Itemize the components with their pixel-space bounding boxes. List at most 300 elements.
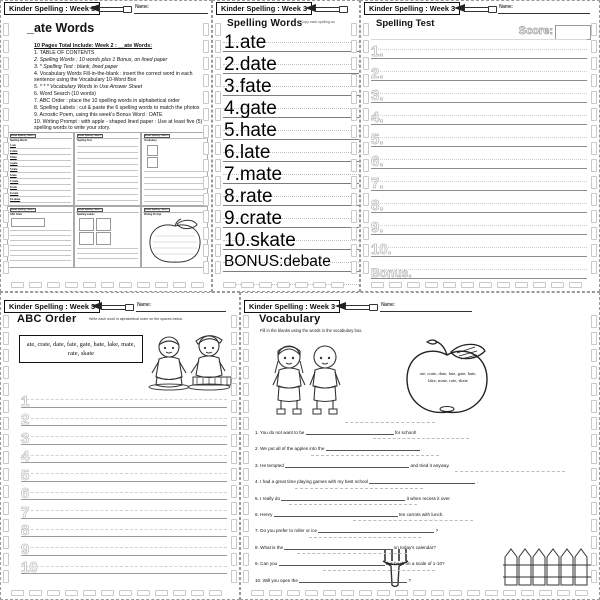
page-edge-tick	[371, 282, 384, 288]
page-edge-tick	[575, 590, 588, 596]
sentence-number: 7.	[255, 528, 259, 534]
word-line[interactable]	[223, 141, 359, 163]
instructions: Copy each spelling wo	[301, 20, 335, 24]
list-item: 3. * Spelling Test : blank, lined paper	[34, 63, 119, 70]
page-edge-tick	[231, 536, 237, 549]
thumbnail-vocabulary[interactable]	[141, 132, 208, 206]
answer-line[interactable]	[21, 447, 227, 466]
answer-blank[interactable]	[279, 559, 385, 566]
line-number: 5.	[371, 131, 384, 148]
test-line-bonus[interactable]	[371, 259, 587, 281]
page-edge-tick	[351, 91, 357, 104]
page-edge-tick	[569, 282, 582, 288]
sentence-row[interactable]	[255, 503, 583, 519]
page-edge-tick	[351, 142, 357, 155]
page-edge-tick	[215, 142, 221, 155]
page-edge-tick	[363, 74, 369, 87]
banner-title: Kinder Spelling : Week 3	[4, 300, 100, 313]
page-edge-tick	[351, 244, 357, 257]
sentence-row[interactable]	[255, 470, 583, 486]
page-edge-tick	[83, 590, 96, 596]
word-line-bonus[interactable]	[223, 251, 359, 273]
page-title: ABC Order	[17, 313, 77, 325]
page-edge-tick	[191, 590, 204, 596]
word-text: 8.rate	[224, 185, 273, 207]
test-line[interactable]	[371, 149, 587, 171]
page-edge-tick	[3, 451, 9, 464]
page-header	[1, 1, 211, 17]
page-edge-tick	[231, 485, 237, 498]
contents-lead: 10 Pages Total Include: Week 2 : __ate Words:	[34, 43, 153, 49]
spelling-word-lines	[223, 31, 359, 292]
sentence-number: 2.	[255, 446, 259, 452]
line-number: 6	[21, 485, 30, 502]
page-edge-tick	[3, 74, 9, 87]
line-number: 4.	[371, 109, 384, 126]
page-edge-tick	[591, 332, 597, 345]
page-edge-tick	[413, 590, 426, 596]
sentence-before: I really do	[260, 495, 281, 501]
page-edge-tick	[203, 210, 209, 223]
line-number: 1.	[371, 43, 384, 60]
word-line[interactable]	[223, 53, 359, 75]
answer-blank[interactable]	[285, 461, 409, 468]
page-edge-tick	[287, 590, 300, 596]
answer-blank[interactable]	[306, 428, 394, 435]
sentence-after: ?	[435, 528, 439, 534]
page-header	[361, 1, 599, 17]
page-edge-tick	[363, 57, 369, 70]
answer-line[interactable]	[21, 465, 227, 484]
page-edge-tick	[479, 282, 492, 288]
sentence-after: it when recess it over.	[406, 495, 451, 501]
page-edge-tick	[351, 108, 357, 121]
page-edge-tick	[137, 590, 150, 596]
page-edge-tick	[591, 536, 597, 549]
page-edge-tick	[389, 282, 402, 288]
page-edge-tick	[3, 519, 9, 532]
word-line[interactable]	[223, 31, 359, 53]
page-edge-tick	[3, 125, 9, 138]
page-edge-tick	[363, 227, 369, 240]
page-edge-tick	[173, 282, 186, 288]
page-edge-tick	[243, 366, 249, 379]
page-edge-tick	[313, 282, 326, 288]
thumbnail-banner: Kinder Spelling : Week 3	[145, 134, 169, 137]
page-edge-tick	[243, 485, 249, 498]
line-number: 10	[21, 559, 38, 576]
page-edge-tick	[351, 125, 357, 138]
word-text: BONUS:debate	[224, 252, 331, 270]
page-edge-tick	[591, 570, 597, 583]
sentence-before: What is the	[260, 544, 284, 550]
answer-blank[interactable]	[326, 444, 423, 452]
page-edge-tick	[203, 23, 209, 36]
answer-line[interactable]	[21, 428, 227, 447]
page-edge-tick	[269, 590, 282, 596]
page-edge-tick	[173, 590, 186, 596]
test-line[interactable]	[371, 215, 587, 237]
page-edge-tick	[331, 282, 344, 288]
spelling-test-lines	[371, 39, 587, 281]
page-edge-tick	[215, 125, 221, 138]
page-thumbnail-grid	[5, 132, 210, 287]
page-edge-tick	[591, 108, 597, 121]
word-line[interactable]	[223, 75, 359, 97]
word-bank-box: ate, crate, date, fate, gate, hate, lake, mate, rate, skate	[19, 335, 143, 363]
name-write-line[interactable]	[136, 311, 226, 312]
contents-list	[34, 43, 206, 132]
line-number: 9.	[371, 219, 384, 236]
page-edge-tick	[363, 23, 369, 36]
apple-word-bank	[397, 339, 497, 417]
sentence-row[interactable]	[255, 437, 583, 453]
page-edge-tick	[3, 434, 9, 447]
page-edge-tick	[83, 282, 96, 288]
page-edge-tick	[203, 176, 209, 189]
page-edge-tick	[591, 485, 597, 498]
sentence-number: 1.	[255, 430, 259, 435]
test-line[interactable]	[371, 39, 587, 61]
page-edge-tick	[3, 108, 9, 121]
sentence-before: You do not want to be	[260, 430, 305, 435]
page-edge-tick	[591, 23, 597, 36]
sentence-number: 6.	[255, 511, 259, 517]
page-edge-tick	[351, 74, 357, 87]
page-edge-tick	[363, 108, 369, 121]
answer-blank[interactable]	[299, 576, 407, 583]
line-number: 7	[21, 503, 30, 521]
worksheet-page-abc-order	[0, 292, 240, 600]
page-edge-tick	[3, 315, 9, 328]
page-edge-tick	[11, 282, 24, 288]
word-bank-text: ate, crate, date, fate, gate, hate, lake, mate, rate, skate	[419, 371, 477, 383]
page-edge-tick	[591, 57, 597, 70]
page-edge-tick	[591, 400, 597, 413]
page-edge-tick	[231, 434, 237, 447]
list-item: 10. Writing Prompt : with apple - shaped lined paper : Use at least five (5) spelling words to write your story.	[34, 118, 203, 131]
page-edge-tick	[591, 434, 597, 447]
line-number: 10.	[371, 241, 392, 258]
name-label: Name:	[137, 302, 151, 308]
thumbnail-spelling-labels[interactable]	[74, 206, 141, 268]
test-line[interactable]	[371, 61, 587, 83]
page-edge-tick	[243, 553, 249, 566]
sentence-before: Do you prefer to roller or ice	[260, 528, 318, 534]
page-edge-tick	[591, 349, 597, 362]
page-edge-tick	[119, 282, 132, 288]
students-clipart	[267, 341, 345, 417]
page-edge-tick	[3, 91, 9, 104]
page-edge-tick	[351, 176, 357, 189]
page-edge-tick	[231, 468, 237, 481]
page-edge-tick	[3, 261, 9, 274]
page-edge-tick	[539, 590, 552, 596]
page-edge-tick	[591, 125, 597, 138]
contents-items	[34, 50, 206, 131]
page-edge-tick	[203, 74, 209, 87]
page-edge-tick	[461, 282, 474, 288]
thumbnail-title: Spelling Test	[77, 138, 92, 142]
page-edge-tick	[3, 349, 9, 362]
sentence-row[interactable]	[255, 536, 583, 552]
page-edge-tick	[363, 210, 369, 223]
page-title: Spelling Words	[227, 18, 303, 29]
thumbnail-banner: Kinder Spelling : Week 3	[78, 134, 102, 137]
page-edge-tick	[591, 244, 597, 257]
page-edge-tick	[3, 193, 9, 206]
word-text: 4.gate	[224, 97, 277, 119]
sentence-row[interactable]	[255, 519, 583, 535]
page-edge-tick	[203, 108, 209, 121]
page-edge-tick	[467, 590, 480, 596]
page-edge-tick	[215, 244, 221, 257]
page-edge-tick	[591, 40, 597, 53]
page-edge-tick	[351, 159, 357, 172]
page-edge-tick	[47, 590, 60, 596]
page-edge-tick	[203, 159, 209, 172]
page-title: _ate Words	[27, 21, 95, 35]
page-edge-tick	[101, 590, 114, 596]
thumbnail-banner: Kinder Spelling : Week 3	[145, 208, 169, 211]
page-edge-tick	[557, 590, 570, 596]
test-line[interactable]	[371, 127, 587, 149]
sentence-number: 3.	[255, 462, 259, 468]
sentence-number: 5.	[255, 495, 259, 501]
page-edge-tick	[351, 40, 357, 53]
page-edge-tick	[215, 57, 221, 70]
page-edge-tick	[591, 193, 597, 206]
page-edge-tick	[215, 91, 221, 104]
answer-line[interactable]	[21, 484, 227, 503]
list-item: 5. * * * Vocabulary Words in Use Answer Sheet	[34, 84, 143, 91]
vocabulary-sentences	[255, 421, 583, 585]
answer-blank[interactable]	[274, 510, 398, 517]
answer-line[interactable]	[21, 410, 227, 429]
line-number: 5	[21, 466, 30, 484]
page-edge-tick	[231, 366, 237, 379]
line-number: 8.	[371, 197, 384, 214]
page-edge-tick	[323, 590, 336, 596]
page-edge-tick	[591, 417, 597, 430]
page-edge-tick	[3, 332, 9, 345]
page-edge-tick	[3, 468, 9, 481]
sentence-row[interactable]	[255, 487, 583, 503]
thumbnail-title: Spelling Words	[10, 138, 28, 142]
page-edge-tick	[3, 502, 9, 515]
page-edge-tick	[215, 74, 221, 87]
sentence-row[interactable]	[255, 552, 583, 568]
page-edge-tick	[3, 210, 9, 223]
page-edge-tick	[521, 590, 534, 596]
page-edge-tick	[215, 227, 221, 240]
answer-line[interactable]	[21, 539, 227, 558]
thumbnail-spelling-words[interactable]: Kinder Spelling : Week 3 Spelling Words 1.ate 2.date 3.fate 4.gate 5.hate 6.late 7.mate 8.rate 9.crate 10.skate	[7, 132, 74, 206]
score-label: Score:	[518, 25, 553, 37]
page-edge-tick	[209, 590, 222, 596]
name-write-line[interactable]	[498, 13, 590, 14]
page-edge-tick	[203, 142, 209, 155]
page-edge-tick	[363, 261, 369, 274]
worksheet-page-vocabulary	[240, 292, 600, 600]
name-write-line[interactable]	[134, 13, 208, 14]
page-edge-tick	[591, 366, 597, 379]
page-edge-tick	[363, 159, 369, 172]
sentence-after: ?	[408, 577, 412, 583]
page-edge-tick	[243, 332, 249, 345]
banner-title: Kinder Spelling : Week 3	[4, 2, 100, 15]
line-number: 2	[21, 411, 30, 428]
line-number: 3	[21, 429, 30, 447]
sentence-before: I had a great time playing games with my best school	[260, 479, 369, 485]
page-edge-tick	[3, 40, 9, 53]
page-edge-tick	[431, 590, 444, 596]
line-number: 2.	[371, 65, 384, 82]
page-edge-tick	[3, 142, 9, 155]
sentence-row[interactable]	[255, 421, 583, 437]
page-edge-tick	[215, 210, 221, 223]
apple-icon	[145, 218, 205, 264]
answer-line[interactable]	[21, 502, 227, 521]
line-number: 7.	[371, 175, 384, 192]
line-number: 4	[21, 448, 30, 465]
thumbnail-title: ABC Order	[10, 212, 23, 216]
instructions: Fill in the blanks using the words in the vocabulary box.	[260, 328, 363, 333]
sentence-before: Henry	[260, 511, 273, 517]
sentence-before: He tempted	[260, 462, 284, 468]
page-edge-tick	[215, 261, 221, 274]
thumbnail-title: Writing Prompt	[144, 212, 162, 216]
page-edge-tick	[591, 210, 597, 223]
sentence-after: on today's calendar?	[393, 544, 436, 550]
page-edge-tick	[203, 57, 209, 70]
page-edge-tick	[3, 176, 9, 189]
answer-line[interactable]	[21, 558, 227, 577]
page-edge-tick	[231, 519, 237, 532]
page-edge-tick	[497, 282, 510, 288]
answer-blank[interactable]	[281, 494, 405, 501]
page-edge-tick	[591, 142, 597, 155]
page-edge-tick	[231, 315, 237, 328]
sentence-after: .	[476, 479, 478, 485]
page-edge-tick	[591, 227, 597, 240]
sentence-after: and tried it anyway.	[410, 462, 450, 468]
page-edge-tick	[363, 176, 369, 189]
sentence-before: We put all of the apples into the	[260, 446, 325, 452]
kids-clipart	[141, 333, 233, 391]
page-edge-tick	[231, 417, 237, 430]
page-edge-tick	[11, 590, 24, 596]
sentence-after: .	[420, 446, 423, 452]
answer-blank[interactable]	[369, 477, 475, 484]
answer-blank[interactable]	[284, 543, 392, 550]
page-edge-tick	[243, 434, 249, 447]
page-edge-tick	[591, 502, 597, 515]
page-edge-tick	[243, 468, 249, 481]
banner-title: Kinder Spelling : Week 3	[364, 2, 460, 15]
page-edge-tick	[515, 282, 528, 288]
word-line[interactable]	[223, 207, 359, 229]
test-line[interactable]	[371, 171, 587, 193]
page-edge-tick	[203, 244, 209, 257]
page-edge-tick	[231, 570, 237, 583]
test-line[interactable]	[371, 193, 587, 215]
page-edge-tick	[215, 193, 221, 206]
sentence-row[interactable]	[255, 454, 583, 470]
page-edge-tick	[351, 210, 357, 223]
worksheet-page-spelling-words	[212, 0, 360, 292]
word-text: 9.crate	[224, 207, 283, 229]
page-edge-tick	[3, 570, 9, 583]
page-edge-tick	[591, 91, 597, 104]
sentence-row[interactable]	[255, 569, 583, 585]
page-edge-tick	[65, 282, 78, 288]
page-edge-tick	[363, 91, 369, 104]
page-edge-tick	[591, 468, 597, 481]
word-text: 7.mate	[224, 163, 283, 185]
page-edge-tick	[243, 383, 249, 396]
test-line[interactable]	[371, 83, 587, 105]
answer-line[interactable]	[21, 391, 227, 410]
word-line[interactable]	[223, 97, 359, 119]
page-edge-tick	[243, 349, 249, 362]
page-edge-tick	[243, 400, 249, 413]
word-text: 5.hate	[224, 119, 277, 141]
thumbnail-abc-order[interactable]	[7, 206, 74, 268]
page-edge-tick	[203, 227, 209, 240]
page-edge-tick	[395, 590, 408, 596]
thumbnail-banner: Kinder Spelling : Week 3	[78, 208, 102, 211]
page-edge-tick	[3, 366, 9, 379]
page-edge-tick	[443, 282, 456, 288]
word-line[interactable]	[223, 119, 359, 141]
thumbnail-writing-prompt[interactable]	[141, 206, 208, 268]
page-edge-tick	[191, 282, 204, 288]
page-edge-tick	[203, 91, 209, 104]
page-edge-tick	[203, 193, 209, 206]
page-edge-tick	[295, 282, 308, 288]
line-number: Bonus.	[371, 266, 412, 280]
page-edge-tick	[341, 590, 354, 596]
page-edge-tick	[407, 282, 420, 288]
thumbnail-title: Spelling Labels	[77, 212, 95, 216]
page-edge-tick	[363, 40, 369, 53]
page-edge-tick	[223, 282, 236, 288]
page-edge-tick	[591, 74, 597, 87]
answer-blank[interactable]	[318, 526, 434, 533]
thumbnail-spelling-test[interactable]	[74, 132, 141, 206]
page-edge-tick	[3, 400, 9, 413]
test-line[interactable]	[371, 105, 587, 127]
abc-answer-lines	[21, 391, 227, 576]
sentence-after: ten carrots with lunch.	[398, 511, 444, 517]
score-input-box[interactable]	[555, 25, 591, 40]
page-edge-tick	[243, 570, 249, 583]
word-line[interactable]	[223, 229, 359, 251]
line-number: 8	[21, 522, 30, 539]
answer-line[interactable]	[21, 521, 227, 540]
word-line[interactable]	[223, 185, 359, 207]
thumbnail-banner: Kinder Spelling : Week 3	[11, 134, 35, 137]
name-write-line[interactable]	[380, 311, 472, 312]
word-text: 3.fate	[224, 75, 272, 97]
word-text: 6.late	[224, 141, 271, 163]
page-title: Spelling Test	[376, 18, 435, 29]
page-edge-tick	[3, 417, 9, 430]
word-line[interactable]	[223, 163, 359, 185]
page-edge-tick	[243, 536, 249, 549]
test-line[interactable]	[371, 237, 587, 259]
